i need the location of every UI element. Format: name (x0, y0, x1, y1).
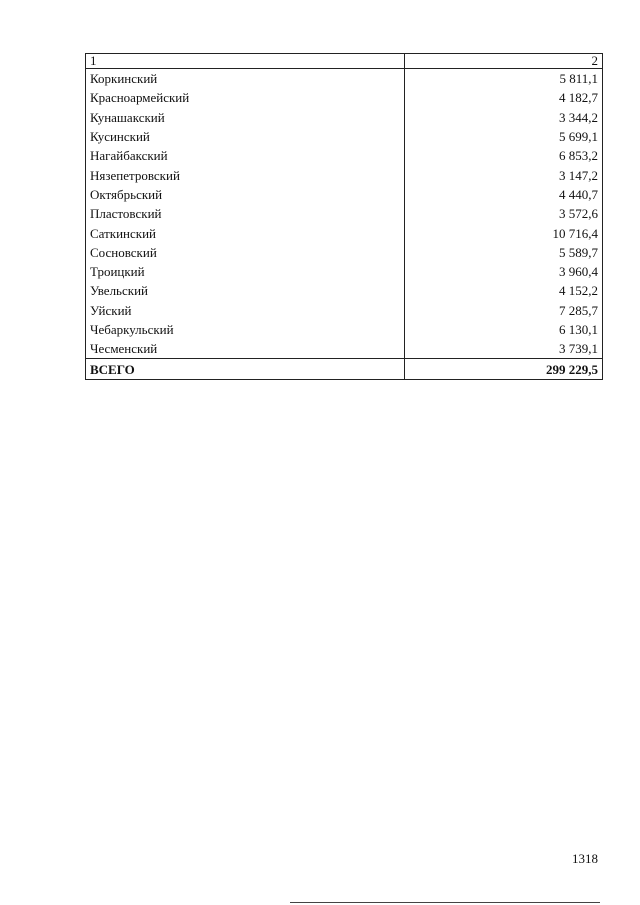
district-name: Красноармейский (86, 88, 405, 107)
total-label: ВСЕГО (86, 359, 405, 379)
table-row (86, 339, 603, 359)
district-value: 7 285,7 (405, 301, 603, 320)
district-value: 4 182,7 (405, 88, 603, 107)
column-header-2: 2 (405, 54, 603, 69)
page-number: 1318 (572, 851, 598, 866)
table-body (86, 69, 603, 380)
district-value: 3 960,4 (405, 262, 603, 281)
table-row (86, 320, 603, 339)
district-value: 10 716,4 (405, 223, 603, 242)
table-row (86, 243, 603, 262)
table-header-row (86, 54, 603, 69)
district-value: 4 152,2 (405, 281, 603, 300)
column-header-1: 1 (86, 54, 405, 69)
table-row (86, 301, 603, 320)
district-value: 6 130,1 (405, 320, 603, 339)
table-row (86, 204, 603, 223)
district-value: 5 699,1 (405, 127, 603, 146)
district-value: 6 853,2 (405, 146, 603, 165)
total-row (86, 359, 603, 379)
table-row (86, 185, 603, 204)
district-name: Уйский (86, 301, 405, 320)
table-row (86, 281, 603, 300)
table-row (86, 69, 603, 89)
district-name: Кусинский (86, 127, 405, 146)
district-value: 3 344,2 (405, 108, 603, 127)
district-name: Сосновский (86, 243, 405, 262)
district-name: Октябрьский (86, 185, 405, 204)
district-name: Коркинский (86, 69, 405, 89)
table-row (86, 127, 603, 146)
table-row (86, 223, 603, 242)
district-name: Саткинский (86, 223, 405, 242)
district-value: 3 147,2 (405, 165, 603, 184)
footer-divider (290, 902, 600, 903)
table-row (86, 108, 603, 127)
district-name: Чебаркульский (86, 320, 405, 339)
district-name: Увельский (86, 281, 405, 300)
district-value: 3 739,1 (405, 339, 603, 359)
district-value: 5 811,1 (405, 69, 603, 89)
district-name: Нагайбакский (86, 146, 405, 165)
table-row (86, 146, 603, 165)
table-row (86, 262, 603, 281)
district-name: Пластовский (86, 204, 405, 223)
table-row (86, 88, 603, 107)
district-allocation-table (85, 53, 603, 380)
district-name: Нязепетровский (86, 165, 405, 184)
district-value: 5 589,7 (405, 243, 603, 262)
district-name: Кунашакский (86, 108, 405, 127)
district-name: Троицкий (86, 262, 405, 281)
total-value: 299 229,5 (405, 359, 603, 379)
district-value: 4 440,7 (405, 185, 603, 204)
table-row (86, 165, 603, 184)
district-name: Чесменский (86, 339, 405, 359)
district-value: 3 572,6 (405, 204, 603, 223)
